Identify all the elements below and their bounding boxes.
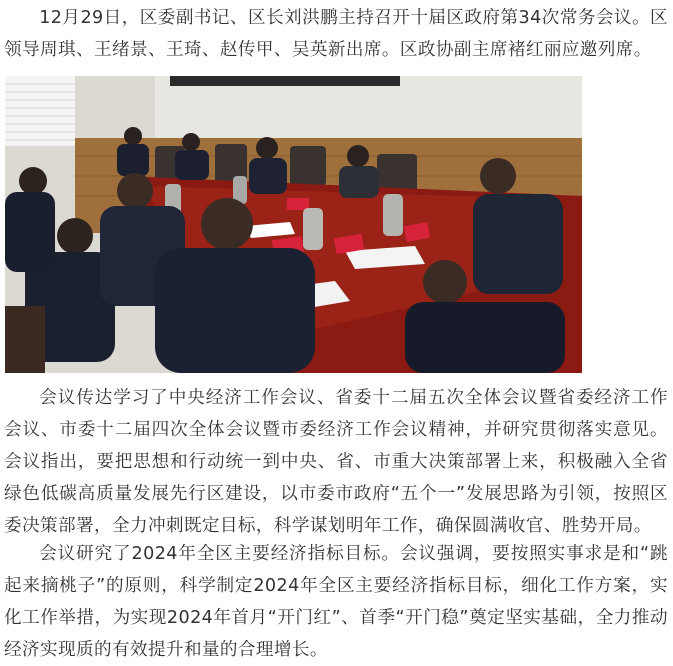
article-paragraph-1: 12月29日，区委副书记、区长刘洪鹏主持召开十届区政府第34次常务会议。区领导周琪、王绪景、王琦、赵传甲、吴英新出席。区政协副主席褚红丽应邀列席。 — [4, 8, 668, 60]
article-paragraph-2: 会议传达学习了中央经济工作会议、省委十二届五次全体会议暨省委经济工作会议、市委十二届四次全体会议暨市委经济工作会议精神，并研究贯彻落实意见。会议指出，要把思想和行动统一到中央、省、市重大决策部署上来，积极融入全省绿色低碳高质量发展先行区建设，以市委市政府“五个一”发展思路为引领，按照区委决策部署，全力冲刺既定目标，科学谋划明年工作，确保圆满收官、胜势开局。 — [4, 388, 668, 536]
meeting-photo-illustration — [5, 76, 582, 373]
article-paragraph-3: 会议研究了2024年全区主要经济指标目标。会议强调，要按照实事求是和“跳起来摘桃子”的原则，科学制定2024年全区主要经济指标目标，细化工作方案，实化工作举措，为实现2024年首月“开门红”、首季“开门稳”奠定坚实基础，全力推动经济实现质的有效提升和量的合理增长。 — [4, 544, 668, 660]
meeting-photo — [5, 76, 582, 373]
